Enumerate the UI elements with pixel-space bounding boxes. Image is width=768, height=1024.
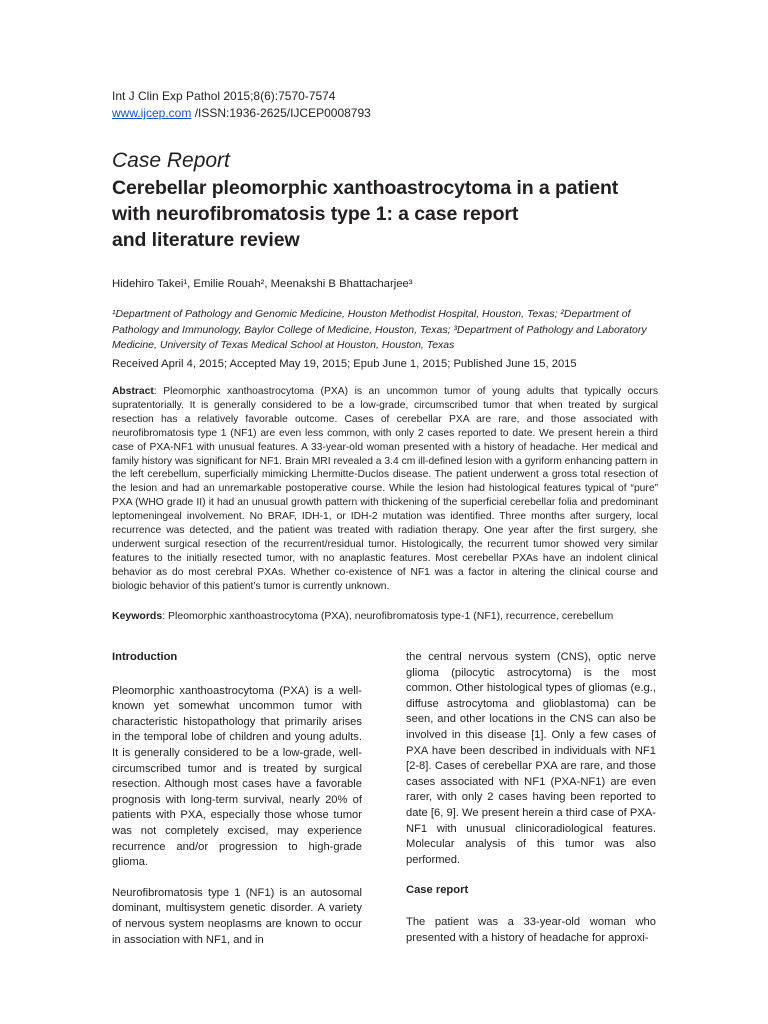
paragraph: Neurofibromatosis type 1 (NF1) is an autosomal dominant, multisystem genetic disorder. A variety of nervous system neoplasms are known to occur in association with NF1, and in bbox=[112, 886, 362, 946]
journal-citation: Int J Clin Exp Pathol 2015;8(6):7570-7574 bbox=[112, 89, 336, 103]
paragraph: Pleomorphic xanthoastrocytoma (PXA) is a well-known yet somewhat uncommon tumor with characteristic histopathology that primarily arises in the temporal lobe of children and young adults. It is generally considered to be a low-grade, well-circumscribed tumor and is treated by surgical resection. Although most cases have a favorable prognosis with long-term survival, nearly 20% of patients with PXA, especially those whose tumor was not completely excised, may experience recurrence and/or progression to high-grade glioma. bbox=[112, 684, 362, 869]
title-line: Cerebellar pleomorphic xanthoastrocytoma in a patient bbox=[112, 177, 619, 199]
publication-dates: Received April 4, 2015; Accepted May 19, 2015; Epub June 1, 2015; Published June 15, 2015 bbox=[112, 358, 577, 370]
affiliations: ¹Department of Pathology and Genomic Medicine, Houston Methodist Hospital, Houston, Texas; ²Department of Pathology and Immunology, Baylor College of Medicine, Houston, Texas; ³Department of Pathology and Laboratory Medicine, University of Texas Medical School at Houston, Houston, Texas bbox=[112, 308, 647, 351]
keywords bbox=[112, 610, 658, 622]
abstract-text: : Pleomorphic xanthoastrocytoma (PXA) is an uncommon tumor of young adults that typically occurs supratentorially. It is generally considered to be a low-grade, circumscribed tumor that when treated by surgical resection has a relatively favorable outcome. Cases of cerebellar PXA are rare, and those associated with neurofibromatosis type 1 (NF1) are even less common, with only 2 cases reported to date. We present herein a third case of PXA-NF1 with unusual features. A 33-year-old woman presented with a history of headache. Her medical and family history was significant for NF1. Brain MRI revealed a 3.4 cm ill-defined lesion with a gyriform enhancing pattern in the left cerebellum, superficially mimicking Lhermitte-Duclos disease. The patient underwent a gross total resection of the lesion and had an unremarkable postoperative course. While the lesion had histological features typical of “pure” PXA (WHO grade II) it had an unusual growth pattern with thickening of the superficial cerebellar folia and predominant leptomeningeal involvement. No BRAF, IDH-1, or IDH-2 mutation was identified. Three months after surgery, local recurrence was detected, and the patient was treated with radiation therapy. One year after the first surgery, she underwent surgical resection of the recurrent/residual tumor. Histologically, the recurrent tumor showed very similar features to the initially resected tumor, with no anaplastic features. Most cerebellar PXAs have an indolent clinical behavior as do most cerebral PXAs. Whether co-existence of NF1 was a factor in altering the clinical course and biologic behavior of this patient’s tumor is currently unknown. bbox=[112, 386, 658, 592]
journal-id-line bbox=[112, 105, 371, 122]
abstract bbox=[112, 385, 658, 594]
keywords-text: : Pleomorphic xanthoastrocytoma (PXA), neurofibromatosis type-1 (NF1), recurrence, cerebellum bbox=[162, 610, 614, 622]
body-column-left bbox=[112, 650, 362, 963]
body-column-right bbox=[406, 650, 656, 961]
author-list: Hidehiro Takei¹, Emilie Rouah², Meenakshi B Bhattacharjee³ bbox=[112, 278, 413, 290]
section-heading-introduction: Introduction bbox=[112, 651, 178, 663]
article-type-label: Case Report bbox=[112, 149, 230, 172]
title-line: and literature review bbox=[112, 229, 300, 251]
paragraph: the central nervous system (CNS), optic nerve glioma (pilocytic astrocytoma) is the most common. Other histological types of gliomas (e.g., diffuse astrocytoma and glioblastoma) can be seen, and other locations in the CNS can also be involved in this disease [1]. Only a few cases of PXA have been described in individuals with NF1 [2-8]. Cases of cerebellar PXA are rare, and those cases associated with NF1 (PXA-NF1) are even rarer, with only 2 cases having been reported to date [6, 9]. We present herein a third case of PXA-NF1 with unusual clinicoradiological features. Molecular analysis of this tumor was also performed. bbox=[406, 651, 656, 866]
paragraph: The patient was a 33-year-old woman who presented with a history of headache for approxi- bbox=[406, 915, 656, 944]
journal-link[interactable]: www.ijcep.com bbox=[112, 106, 192, 120]
article-title bbox=[112, 175, 672, 253]
section-heading-case-report: Case report bbox=[406, 884, 469, 897]
keywords-label: Keywords bbox=[112, 610, 163, 622]
journal-issn: /ISSN:1936-2625/IJCEP0008793 bbox=[191, 106, 371, 120]
abstract-label: Abstract bbox=[112, 386, 154, 397]
title-line: with neurofibromatosis type 1: a case report bbox=[112, 203, 519, 225]
journal-header bbox=[112, 88, 371, 122]
